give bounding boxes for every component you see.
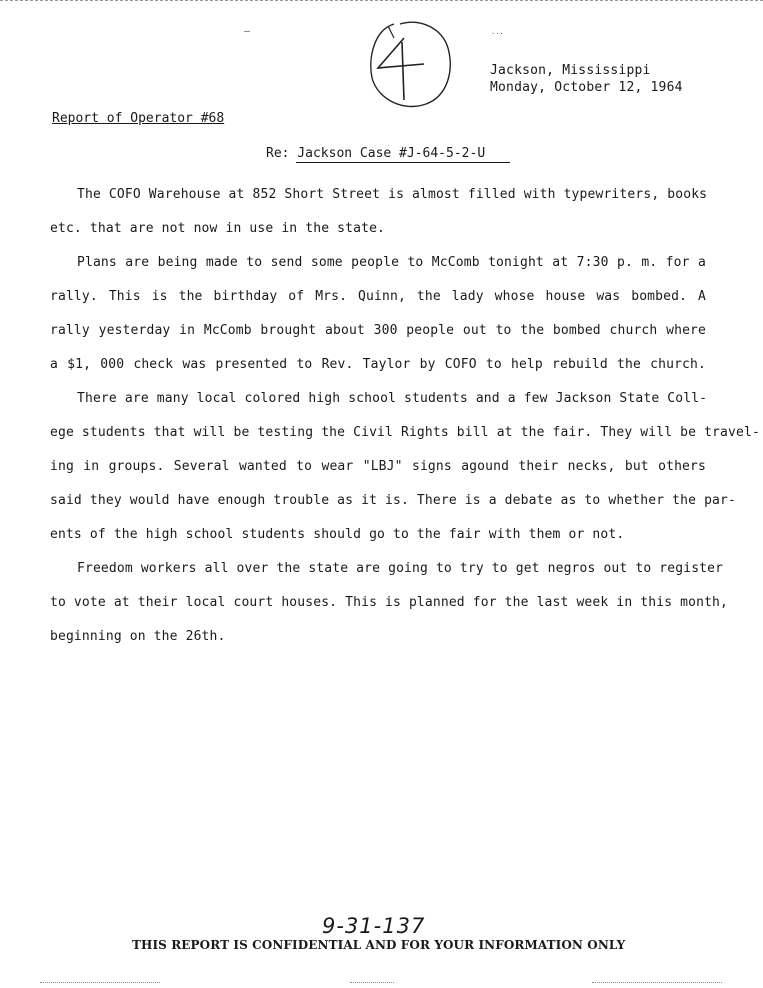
- body-line: to vote at their local court houses. This is planned for the last week in this month,: [50, 595, 729, 610]
- case-reference: [266, 146, 485, 161]
- operator-heading: Report of Operator #68: [52, 111, 225, 126]
- report-body: [50, 178, 760, 654]
- body-line: ege students that will be testing the Civil Rights bill at the fair. They will be travel-: [50, 425, 760, 440]
- body-line: ing in groups. Several wanted to wear "LBJ" signs agound their necks, but others: [50, 459, 706, 474]
- stray-mark: ···: [491, 30, 504, 38]
- bottom-edge-dashes: [350, 982, 394, 984]
- top-edge-dashes: [0, 0, 763, 3]
- bottom-edge-dashes: [40, 982, 160, 984]
- body-line: said they would have enough trouble as it is. There is a debate as to whether the par-: [50, 493, 736, 508]
- body-line: Freedom workers all over the state are going to try to get negros out to register: [77, 561, 724, 576]
- body-line: Plans are being made to send some people to McComb tonight at 7:30 p. m. for a: [77, 255, 706, 270]
- body-line: The COFO Warehouse at 852 Short Street is almost filled with typewriters, books: [77, 187, 708, 202]
- body-line: ents of the high school students should go to the fair with them or not.: [50, 527, 625, 542]
- stray-mark: —: [244, 26, 251, 37]
- body-line: rally yesterday in McComb brought about 300 people out to the bombed church where: [50, 323, 706, 338]
- case-underline: [296, 162, 510, 163]
- confidential-notice: THIS REPORT IS CONFIDENTIAL AND FOR YOUR INFORMATION ONLY: [132, 938, 626, 952]
- body-line: There are many local colored high school students and a few Jackson State Coll-: [77, 391, 708, 406]
- place-date-block: [490, 62, 683, 96]
- body-line: rally. This is the birthday of Mrs. Quinn, the lady whose house was bombed. A: [50, 289, 706, 304]
- case-reference-text: Re: Jackson Case #J-64-5-2-U: [266, 146, 486, 161]
- place-line: Jackson, Mississippi: [490, 63, 651, 78]
- circled-number-stamp-icon: [364, 16, 456, 112]
- body-line: beginning on the 26th.: [50, 629, 226, 644]
- body-line: a $1, 000 check was presented to Rev. Taylor by COFO to help rebuild the church.: [50, 357, 706, 372]
- bottom-edge-dashes: [592, 982, 722, 984]
- handwritten-file-number: 9-31-137: [322, 914, 426, 938]
- body-line: etc. that are not now in use in the state.: [50, 221, 386, 236]
- date-line: Monday, October 12, 1964: [490, 80, 683, 95]
